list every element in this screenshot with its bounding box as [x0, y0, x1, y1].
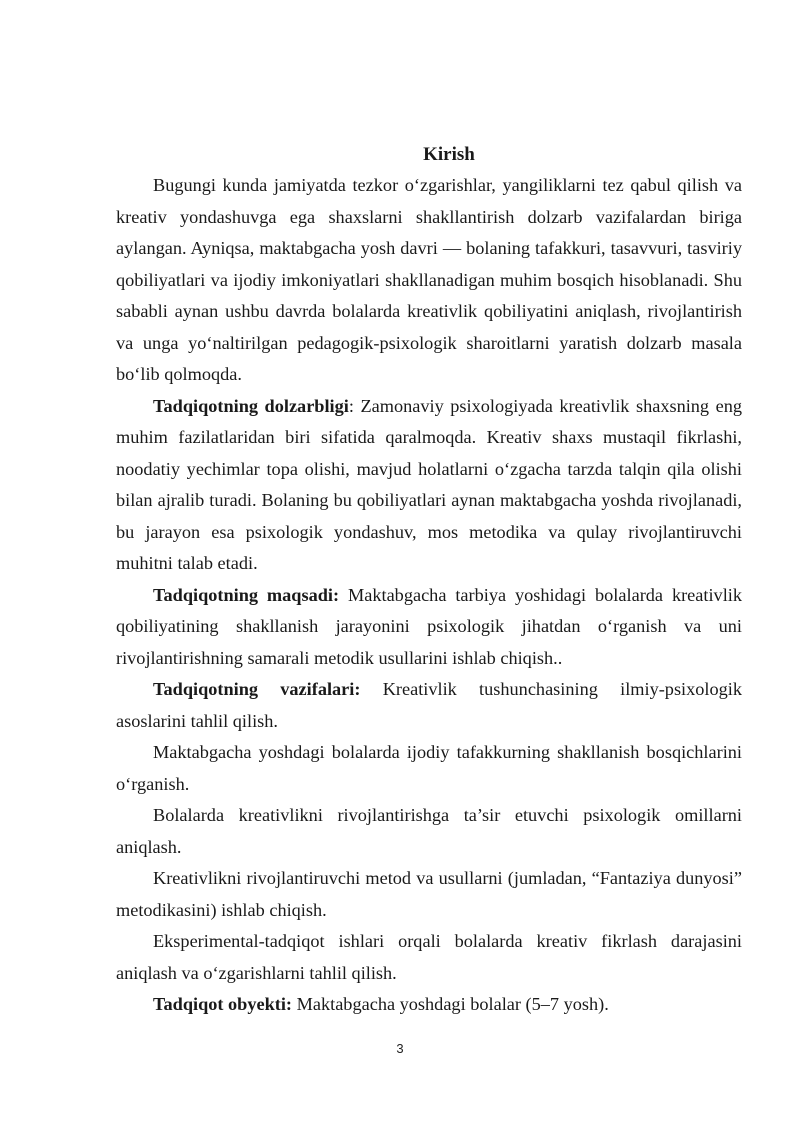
paragraph-task-4 — [116, 863, 742, 926]
paragraph-object — [116, 989, 742, 1021]
paragraph-text: Kreativlik tushunchasining ilmiy-psixologik asoslarini tahlil qilish. — [116, 679, 742, 731]
paragraph-lead: Tadqiqot obyekti: — [153, 994, 293, 1014]
paragraph-text: : Zamonaviy psixologiyada kreativlik shaxsning eng muhim fazilatlaridan biri sifatida qaralmoqda. Kreativ shaxs mustaqil fikrlashi, noodatiy yechimlar topa olishi, mavjud holatlarni o‘zgacha tarzda talqin qila olishi bilan ajralib turadi. Bolaning bu qobiliyatlari aynan maktabgacha yoshda rivojlanadi, bu jarayon esa psixologik yondashuv, mos metodika va qulay rivojlantiruvchi muhitni talab etadi. — [116, 395, 743, 573]
paragraph-text: Maktabgacha yoshdagi bolalarda ijodiy tafakkurning shakllanish bosqichlarini o‘rganish. — [116, 742, 742, 794]
paragraph-lead: Tadqiqotning dolzarbligi — [153, 395, 349, 416]
paragraph-text: Kreativlikni rivojlantiruvchi metod va usullarni (jumladan, “Fantaziya dunyosi” metodikasini) ishlab chiqish. — [116, 868, 742, 920]
paragraph-tasks — [116, 674, 742, 737]
paragraph-lead: Tadqiqotning vazifalari: — [153, 679, 361, 699]
paragraph-intro — [116, 170, 742, 391]
paragraph-goal — [116, 580, 742, 675]
paragraph-text: Eksperimental-tadqiqot ishlari orqali bolalarda kreativ fikrlash darajasini aniqlash va o‘zgarishlarni tahlil qilish. — [116, 931, 742, 983]
page-number: 3 — [396, 1041, 404, 1056]
paragraph-task-5 — [116, 926, 742, 989]
paragraph-relevance — [116, 391, 742, 580]
paragraph-task-3 — [116, 800, 742, 863]
paragraph-text: Bugungi kunda jamiyatda tezkor o‘zgarishlar, yangiliklarni tez qabul qilish va kreativ yondashuvga ega shaxslarni shakllantirish dolzarb vazifalardan biriga aylangan. Ayniqsa, maktabgacha yosh davri — bolaning tafakkuri, tasavvuri, tasviriy qobiliyatlari va ijodiy imkoniyatlari shakllanadigan muhim bosqich hisoblanadi. Shu sababli aynan ushbu davrda bolalarda kreativlik qobiliyatini aniqlash, rivojlantirish va unga yo‘naltirilgan pedagogik-psixologik sharoitlarni yaratish dolzarb masala bo‘lib qolmoqda. — [116, 175, 742, 384]
paragraph-text: Maktabgacha tarbiya yoshidagi bolalarda kreativlik qobiliyatining shakllanish jarayonini psixologik jihatdan o‘rganish va uni rivojlantirishning samarali metodik usullarini ishlab chiqish.. — [116, 584, 742, 668]
section-title: Kirish — [423, 144, 475, 165]
paragraph-text: Bolalarda kreativlikni rivojlantirishga ta’sir etuvchi psixologik omillarni aniqlash. — [116, 805, 742, 857]
paragraph-lead: Tadqiqotning maqsadi: — [153, 584, 340, 605]
paragraph-task-2 — [116, 737, 742, 800]
document-page — [116, 139, 742, 1021]
paragraph-text: Maktabgacha yoshdagi bolalar (5–7 yosh). — [292, 994, 609, 1014]
